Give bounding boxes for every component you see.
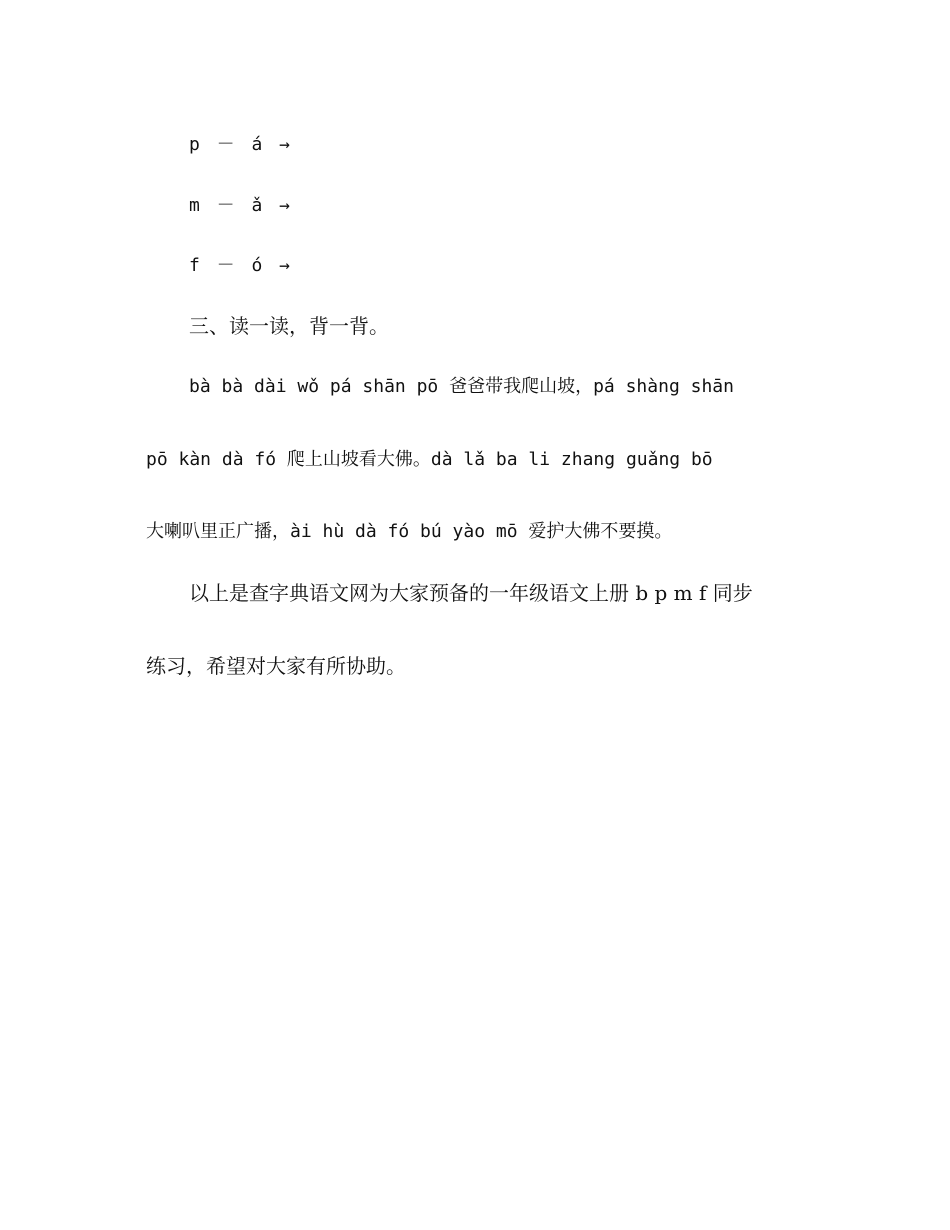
poem-line-1: bà bà dài wǒ pá shān pō 爸爸带我爬山坡，pá shàng shān [189,376,734,397]
pinyin-exercise-item-m: m － ǎ → [189,195,294,216]
poem-line-2: pō kàn dà fó 爬上山坡看大佛。dà lǎ ba li zhang guǎng bō [146,449,713,470]
closing-paragraph-line-1: 以上是查字典语文网为大家预备的一年级语文上册 b p m f 同步 [189,581,753,605]
pinyin-exercise-item-p: p － á → [189,134,294,155]
pinyin-exercise-item-f: f － ó → [189,255,294,276]
poem-line-3: 大喇叭里正广播，ài hù dà fó bú yào mō 爱护大佛不要摸。 [146,521,673,542]
section-heading: 三、读一读，背一背。 [189,314,389,338]
closing-paragraph-line-2: 练习，希望对大家有所协助。 [146,654,406,678]
